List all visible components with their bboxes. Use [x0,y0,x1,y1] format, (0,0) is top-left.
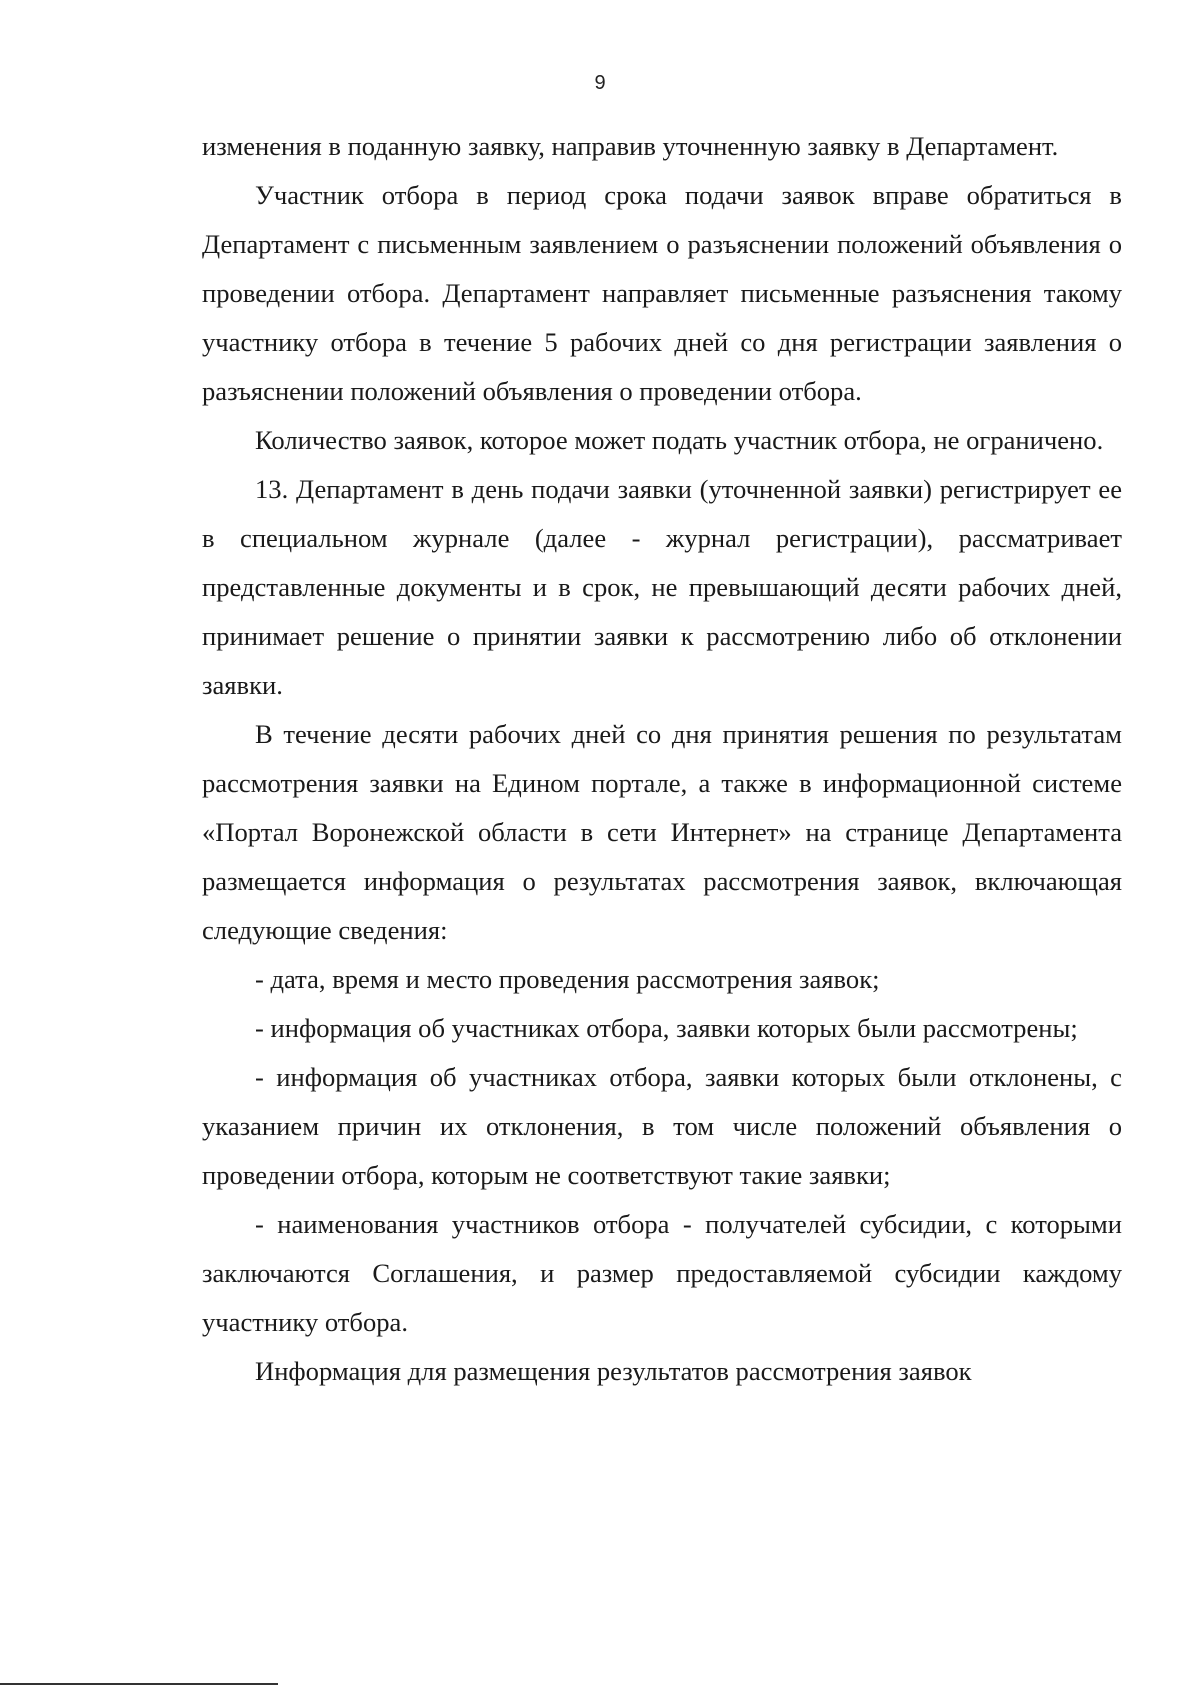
list-item-rejected-participants: - информация об участниках отбора, заявки которых были отклонены, с указанием причин их отклонения, в том числе положений объявления о проведении отбора, которым не соответствуют такие заявки; [202,1062,1122,1190]
paragraph-application-count: Количество заявок, которое может подать участник отбора, не ограничено. [255,425,1104,455]
document-body [202,122,1122,1396]
list-item-subsidy-recipients: - наименования участников отбора - получателей субсидии, с которыми заключаются Соглашения, и размер предоставляемой субсидии каждому участнику отбора. [202,1209,1122,1337]
paragraph-results-publication: В течение десяти рабочих дней со дня принятия решения по результатам рассмотрения заявки на Едином портале, а также в информационной системе «Портал Воронежской области в сети Интернет» на странице Департамента размещается информация о результатах рассмотрения заявок, включающая следующие сведения: [202,719,1122,945]
paragraph-section-13: 13. Департамент в день подачи заявки (уточненной заявки) регистрирует ее в специальном журнале (далее - журнал регистрации), рассматривает представленные документы и в срок, не превышающий десяти рабочих дней, принимает решение о принятии заявки к рассмотрению либо об отклонении заявки. [202,474,1122,700]
paragraph-clarification-request: Участник отбора в период срока подачи заявок вправе обратиться в Департамент с письменным заявлением о разъяснении положений объявления о проведении отбора. Департамент направляет письменные разъяснения такому участнику отбора в течение 5 рабочих дней со дня регистрации заявления о разъяснении положений объявления о проведении отбора. [202,180,1122,406]
paragraph-results-information: Информация для размещения результатов рассмотрения заявок [255,1356,972,1386]
paragraph-application-changes: изменения в поданную заявку, направив уточненную заявку в Департамент. [202,131,1059,161]
list-item-reviewed-participants: - информация об участниках отбора, заявки которых были рассмотрены; [255,1013,1078,1043]
list-item-date-time-place: - дата, время и место проведения рассмотрения заявок; [255,964,880,994]
footer-rule [0,1683,278,1685]
page-number: 9 [594,72,606,94]
